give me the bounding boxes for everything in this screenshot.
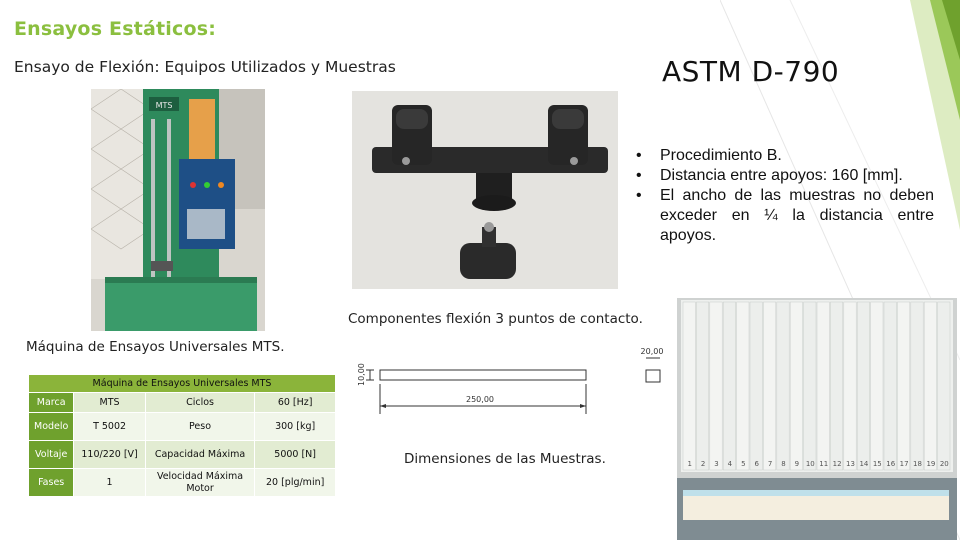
thickness-dimension-label: 10,00	[357, 363, 366, 386]
bullet-item: • Distancia entre apoyos: 160 [mm].	[634, 166, 934, 186]
table-row	[29, 413, 336, 441]
width-dimension-label: 20,00	[640, 347, 664, 356]
astm-standard-label: ASTM D-790	[662, 55, 840, 88]
specimen-strip	[857, 302, 869, 470]
specimen-number: 6	[754, 460, 759, 468]
specimen-number: 18	[913, 460, 922, 468]
machine-caption: Máquina de Ensayos Universales MTS.	[26, 339, 285, 355]
table-row	[29, 469, 336, 497]
specimen-number: 9	[794, 460, 800, 468]
specimen-number: 13	[846, 460, 855, 468]
specimen-number: 11	[819, 460, 829, 468]
specimen-strip	[884, 302, 896, 470]
specimen-number: 8	[781, 460, 786, 468]
specimen-number: 10	[805, 460, 815, 468]
slide-title: Ensayos Estáticos:	[14, 18, 217, 40]
specimen-number: 7	[767, 460, 773, 468]
row-label: Fases	[29, 469, 74, 497]
table-cell: 60 [Hz]	[255, 393, 336, 413]
table-cell: 110/220 [V]	[74, 441, 145, 469]
table-cell: T 5002	[74, 413, 145, 441]
specimen-number: 4	[727, 460, 733, 468]
specimen-strip	[750, 302, 762, 470]
specimen-number: 14	[859, 460, 869, 468]
specimen-strip	[911, 302, 923, 470]
specimen-number: 3	[714, 460, 719, 468]
fixture-caption: Componentes flexión 3 puntos de contacto.	[348, 311, 643, 327]
table-cell: Capacidad Máxima	[145, 441, 255, 469]
table-cell: MTS	[74, 393, 145, 413]
specimen-strip	[844, 302, 856, 470]
specimen-number: 17	[899, 460, 909, 468]
mts-brand-label: MTS	[155, 101, 173, 110]
specimens-photo	[677, 298, 957, 540]
specimen-strip	[763, 302, 775, 470]
specimen-number: 16	[886, 460, 896, 468]
specimen-number: 5	[741, 460, 746, 468]
table-cell: 1	[74, 469, 145, 497]
specimen-number: 1	[687, 460, 692, 468]
flexure-fixture-photo	[352, 91, 618, 289]
mts-machine-photo	[91, 89, 265, 331]
bullet-item: • El ancho de las muestras no deben exceder en ¼ la distancia entre apoyos.	[634, 186, 934, 246]
table-row	[29, 441, 336, 469]
row-label: Voltaje	[29, 441, 74, 469]
table-cell: Ciclos	[145, 393, 255, 413]
specimen-strip	[696, 302, 708, 470]
table-cell: 5000 [N]	[255, 441, 336, 469]
table-cell: Peso	[145, 413, 255, 441]
specimen-number: 20	[939, 460, 949, 468]
specimen-strip	[897, 302, 909, 470]
table-cell: 20 [plg/min]	[255, 469, 336, 497]
table-title: Máquina de Ensayos Universales MTS	[29, 375, 336, 393]
table-cell: 300 [kg]	[255, 413, 336, 441]
specimen-strip	[924, 302, 936, 470]
specimen-number: 15	[872, 460, 882, 468]
specimen-number: 19	[926, 460, 936, 468]
specimen-strip	[938, 302, 950, 470]
dimensions-caption: Dimensiones de las Muestras.	[404, 451, 606, 467]
row-label: Marca	[29, 393, 74, 413]
slide-subtitle: Ensayo de Flexión: Equipos Utilizados y Muestras	[14, 58, 396, 76]
specimen-strip	[804, 302, 816, 470]
specimen-strip	[830, 302, 842, 470]
specimen-number: 12	[832, 460, 842, 468]
specimen-strip	[683, 302, 695, 470]
specimen-dimension-drawing	[352, 344, 668, 420]
table-cell: Velocidad Máxima Motor	[145, 469, 255, 497]
bullet-item: • Procedimiento B.	[634, 146, 934, 166]
specimen-number: 2	[700, 460, 706, 468]
procedure-bullet-list	[634, 146, 934, 246]
specimen-strip	[777, 302, 789, 470]
specimen-strip	[710, 302, 722, 470]
table-row	[29, 393, 336, 413]
specimen-strip	[817, 302, 829, 470]
specimen-strip	[737, 302, 749, 470]
specimen-strip	[790, 302, 802, 470]
machine-spec-table	[28, 374, 336, 497]
length-dimension-label: 250,00	[466, 395, 494, 404]
specimen-strip	[723, 302, 735, 470]
specimen-strip	[871, 302, 883, 470]
row-label: Modelo	[29, 413, 74, 441]
